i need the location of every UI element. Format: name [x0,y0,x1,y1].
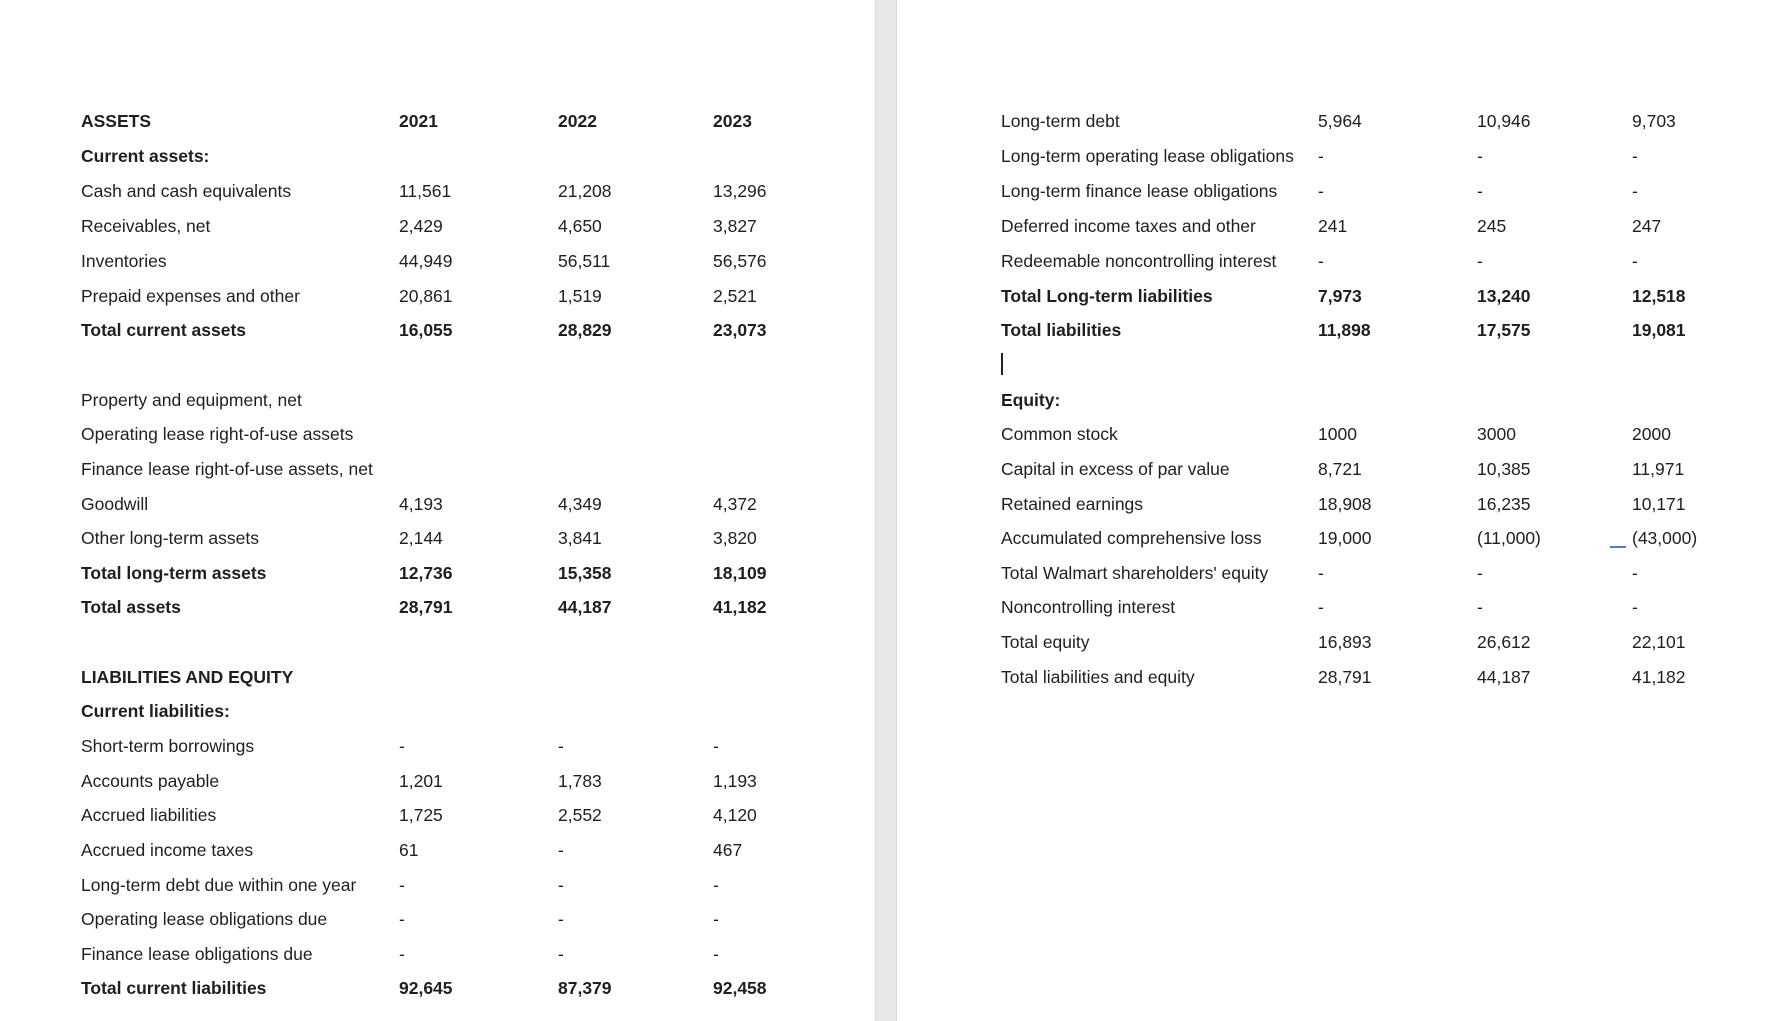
value-2023: - [1632,181,1638,201]
value-2022: 4,650 [558,216,602,236]
value-2023: 467 [713,840,743,860]
value-2023: - [1632,597,1638,617]
row-label: Total Walmart shareholders' equity [1001,563,1269,583]
value-2021: 8,721 [1318,459,1362,479]
value-2021: 61 [399,840,419,860]
row-label: Deferred income taxes and other [1001,216,1256,236]
value-2021: 2,144 [399,528,443,548]
value-2022: - [558,909,564,929]
value-2022: - [1477,563,1483,583]
value-2023: 22,101 [1632,632,1686,652]
value-2022: 28,829 [558,320,612,340]
page-gutter [875,0,897,1021]
value-2022: 10,946 [1477,111,1531,131]
value-2021: - [1318,597,1324,617]
value-2023: 247 [1632,216,1662,236]
value-2021: 1,201 [399,771,443,791]
value-2022: 26,612 [1477,632,1531,652]
row-label: Total assets [81,597,181,617]
value-2023: - [1632,563,1638,583]
row-label: Property and equipment, net [81,390,302,410]
value-2021: - [1318,563,1324,583]
value-2021: - [1318,181,1324,201]
year-2023-header: 2023 [713,111,752,131]
value-2023: - [713,736,719,756]
value-2023: 18,109 [713,563,767,583]
row-label: Current assets: [81,146,210,166]
value-2021: 1000 [1318,424,1357,444]
value-2022: - [558,840,564,860]
value-2021: - [399,944,405,964]
value-2023: 2,521 [713,286,757,306]
value-2023: 11,971 [1632,459,1685,479]
value-2022: - [1477,251,1483,271]
value-2022: 245 [1477,216,1507,236]
value-2021: 1,725 [399,805,443,825]
value-2023: - [713,875,719,895]
value-2023: 4,120 [713,805,757,825]
value-2022: 10,385 [1477,459,1531,479]
value-2021: 16,055 [399,320,453,340]
year-2022-header: 2022 [558,111,597,131]
value-2022: - [558,875,564,895]
value-2021: 44,949 [399,251,453,271]
value-2021: - [399,875,405,895]
row-label: Redeemable noncontrolling interest [1001,251,1277,271]
row-label: Long-term debt due within one year [81,875,357,895]
value-2023: 92,458 [713,978,767,998]
value-2021: 11,561 [399,181,452,201]
value-2023: 12,518 [1632,286,1686,306]
row-label: Capital in excess of par value [1001,459,1230,479]
value-2022: - [558,736,564,756]
value-2022: (11,000) [1477,528,1541,548]
value-2022: 16,235 [1477,494,1531,514]
value-2021: 18,908 [1318,494,1372,514]
value-2023: 4,372 [713,494,757,514]
row-label: Noncontrolling interest [1001,597,1176,617]
row-label: Long-term debt [1001,111,1120,131]
row-label: Accounts payable [81,771,220,791]
value-2022: - [1477,597,1483,617]
value-2023: 13,296 [713,181,767,201]
row-label: Retained earnings [1001,494,1144,514]
value-2021: 12,736 [399,563,453,583]
row-label: Receivables, net [81,216,211,236]
row-label: Prepaid expenses and other [81,286,300,306]
value-2022: 13,240 [1477,286,1531,306]
value-2022: 56,511 [558,251,611,271]
value-2023: 56,576 [713,251,767,271]
value-2022: 87,379 [558,978,612,998]
value-2023: - [713,944,719,964]
value-2022: 3000 [1477,424,1516,444]
value-2022: 44,187 [558,597,612,617]
value-2021: 4,193 [399,494,443,514]
value-2023: 9,703 [1632,111,1676,131]
value-2021: - [399,909,405,929]
row-label: Operating lease obligations due [81,909,328,929]
value-2022: 1,783 [558,771,602,791]
value-2023: - [713,909,719,929]
row-label: Accumulated comprehensive loss [1001,528,1262,548]
row-label: Total long-term assets [81,563,267,583]
value-2023: 2000 [1632,424,1671,444]
row-label: Total current assets [81,320,247,340]
row-label: Finance lease right-of-use assets, net [81,459,373,479]
row-label: Total Long-term liabilities [1001,286,1213,306]
value-2021: 2,429 [399,216,443,236]
value-2022: - [1477,146,1483,166]
value-2023: (43,000) [1632,528,1698,548]
row-label: Accrued income taxes [81,840,254,860]
section-heading: LIABILITIES AND EQUITY [81,667,294,687]
section-heading: ASSETS [81,111,152,131]
value-2022: 4,349 [558,494,602,514]
value-2022: 17,575 [1477,320,1531,340]
value-2022: 21,208 [558,181,612,201]
row-label: Total liabilities [1001,320,1122,340]
value-2023: - [1632,251,1638,271]
row-label: Current liabilities: [81,701,230,721]
row-label: Goodwill [81,494,149,514]
year-2021-header: 2021 [399,111,438,131]
value-2023: 10,171 [1632,494,1686,514]
value-2023: 41,182 [1632,667,1686,687]
value-2021: 28,791 [1318,667,1372,687]
row-label: Other long-term assets [81,528,259,548]
value-2021: 20,861 [399,286,453,306]
row-label: Finance lease obligations due [81,944,313,964]
value-2021: 5,964 [1318,111,1362,131]
value-2022: 15,358 [558,563,612,583]
value-2021: 16,893 [1318,632,1372,652]
row-label: Common stock [1001,424,1118,444]
row-label: Accrued liabilities [81,805,217,825]
document-page-left[interactable] [0,0,875,1021]
value-2023: 41,182 [713,597,767,617]
smart-tag-underline[interactable] [1610,546,1626,548]
value-2022: 1,519 [558,286,602,306]
value-2021: - [399,736,405,756]
value-2022: 2,552 [558,805,602,825]
value-2021: 11,898 [1318,320,1371,340]
value-2021: - [1318,146,1324,166]
row-label: Long-term finance lease obligations [1001,181,1278,201]
row-label: Total equity [1001,632,1090,652]
value-2021: 241 [1318,216,1348,236]
row-label: Long-term operating lease obligations [1001,146,1294,166]
row-label: Inventories [81,251,167,271]
value-2023: 23,073 [713,320,767,340]
value-2021: - [1318,251,1324,271]
row-label: Total current liabilities [81,978,267,998]
value-2022: - [1477,181,1483,201]
value-2022: - [558,944,564,964]
row-label: Equity: [1001,390,1061,410]
row-label: Short-term borrowings [81,736,255,756]
value-2022: 44,187 [1477,667,1531,687]
value-2023: 3,827 [713,216,757,236]
row-label: Total liabilities and equity [1001,667,1195,687]
value-2023: 3,820 [713,528,757,548]
row-label: Cash and cash equivalents [81,181,292,201]
row-label: Operating lease right-of-use assets [81,424,354,444]
value-2021: 7,973 [1318,286,1362,306]
value-2023: - [1632,146,1638,166]
text-cursor [1001,353,1003,375]
value-2023: 1,193 [713,771,757,791]
value-2021: 92,645 [399,978,453,998]
document-page-right[interactable] [897,0,1772,1021]
value-2021: 28,791 [399,597,453,617]
value-2022: 3,841 [558,528,602,548]
value-2021: 19,000 [1318,528,1372,548]
value-2023: 19,081 [1632,320,1686,340]
